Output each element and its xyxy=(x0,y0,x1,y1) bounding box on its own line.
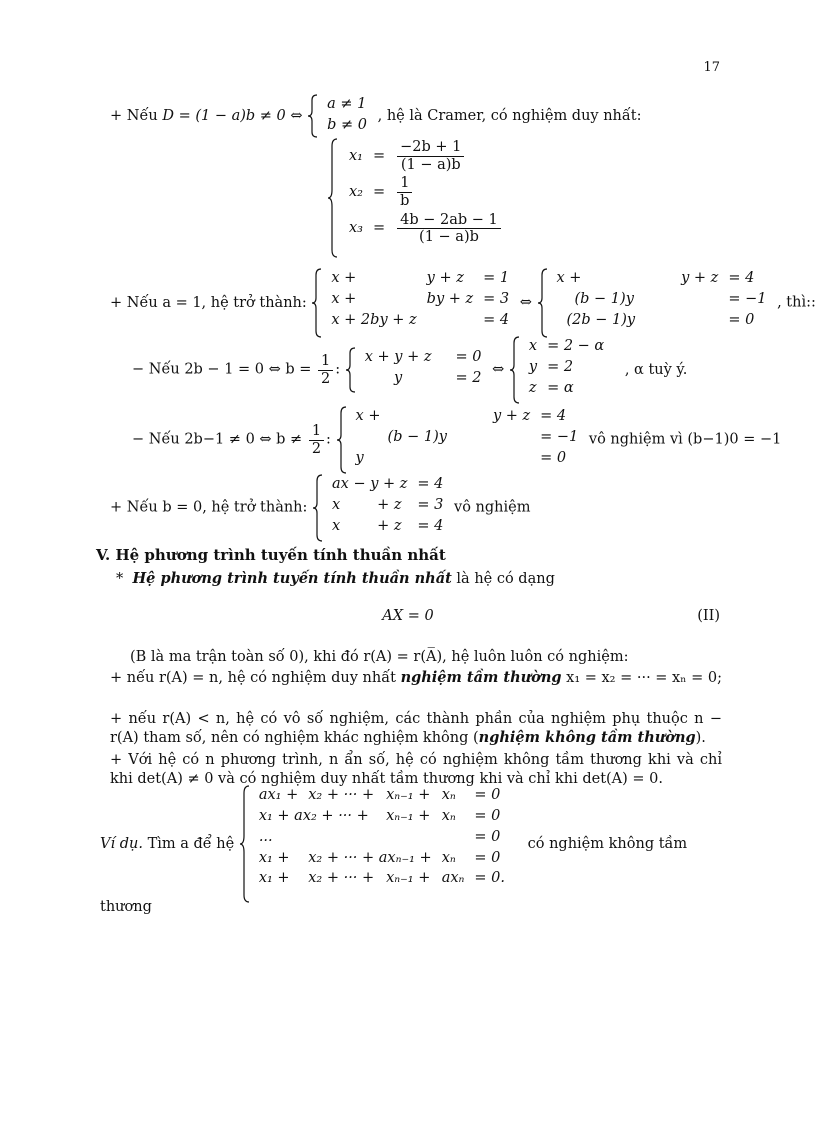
subcase-1: − Nếu 2b − 1 = 0 ⇔ b = $\frac{1}{2}$ : x + y + z = 0 y = 2 ⇔ x = 2 − α y = 2 z = α , α tuỳ ý. xyxy=(132,336,687,404)
cramer-condition: D = (1 − a)b ≠ 0 ⇔ xyxy=(162,108,303,124)
example-row: x₁ + ax₂ + ··· + xₙ₋₁ + xₙ = 0 xyxy=(258,807,501,824)
subcase-2-lead: − Nếu 2b−1 ≠ 0 ⇔ b ≠ xyxy=(132,431,303,448)
case-a1 xyxy=(110,268,816,338)
definition-term: Hệ phương trình tuyến tính thuần nhất xyxy=(132,570,452,587)
example-tail-continued: thương xyxy=(100,899,152,915)
case-b0-lead: + Nếu b = 0, hệ trở thành: xyxy=(110,499,308,516)
subcase-2: − Nếu 2b−1 ≠ 0 ⇔ b ≠ $\frac{1}{2}$ : x + y + z = 4 (b − 1)y = −1 y = 0 vô nghiệm vì (b−1)0 = −1 xyxy=(132,406,781,474)
left-brace-icon xyxy=(336,406,348,474)
solution-row: x₂ = $\frac{1}{b}$ xyxy=(345,174,509,210)
case-a1-system-1: x + y + z = 1 x + by + z = 3 x + 2by + z = 4 xyxy=(311,268,515,338)
left-brace-icon xyxy=(311,268,323,338)
subcase-1-system-1: x + y + z = 0 y = 2 xyxy=(345,347,488,393)
subcase-1-system-2: x = 2 − α y = 2 z = α xyxy=(509,336,610,404)
subcase-2-system: x + y + z = 4 (b − 1)y = −1 y = 0 xyxy=(336,406,585,474)
case-a1-system-2: x + y + z = 4 (b − 1)y = −1 (2b − 1)y = 0 xyxy=(537,268,773,338)
left-brace-icon xyxy=(509,336,521,404)
cond-row: b ≠ 0 xyxy=(327,116,367,133)
cramer-prefix: + Nếu xyxy=(110,108,163,124)
homogeneous-equation: AX = 0 xyxy=(382,608,434,624)
bullet-1: + nếu r(A) = n, hệ có nghiệm duy nhất nghiệm tầm thường x₁ = x₂ = ··· = xₙ = 0; xyxy=(110,669,722,686)
example-row: ... = 0 xyxy=(258,828,501,845)
case-a1-lead: + Nếu a = 1, hệ trở thành: xyxy=(110,294,307,311)
left-brace-icon xyxy=(327,138,339,258)
solution-row: x₁ = $\frac{-2b + 1}{(1 - a)b}$ xyxy=(345,138,509,174)
solution-row: x₃ = $\frac{4b - 2ab - 1}{(1 - a)b}$ xyxy=(345,211,509,247)
example-label: Ví dụ. xyxy=(100,835,143,852)
cramer-suffix: , hệ là Cramer, có nghiệm duy nhất: xyxy=(377,108,642,124)
example-row: x₁ + x₂ + ··· + xₙ₋₁ + axₙ = 0. xyxy=(258,870,506,887)
example-row: ax₁ + x₂ + ··· + xₙ₋₁ + xₙ = 0 xyxy=(258,787,501,803)
section-heading: V. Hệ phương trình tuyến tính thuần nhất xyxy=(96,546,446,564)
left-brace-icon xyxy=(537,268,549,338)
subcase-2-tail: vô nghiệm vì (b−1)0 = −1 xyxy=(588,431,782,448)
cramer-solution-system xyxy=(327,138,509,258)
case-b0-tail: vô nghiệm xyxy=(454,499,531,516)
case-b0-system: ax − y + z = 4 x + z = 3 x + z = 4 xyxy=(312,474,449,542)
definition-line: * Hệ phương trình tuyến tính thuần nhất là hệ có dạng xyxy=(116,570,555,587)
left-brace-icon xyxy=(312,474,324,542)
bullet-2: + nếu r(A) < n, hệ có vô số nghiệm, các thành phần của nghiệm phụ thuộc n − r(A) tham số, nên có nghiệm khác nghiệm không (nghiệm không tầm thường). xyxy=(110,711,722,746)
cramer-line xyxy=(110,94,642,138)
note-line: (B là ma trận toàn số 0), khi đó r(A) = r(A̅), hệ luôn luôn có nghiệm: xyxy=(130,649,629,665)
example-row: x₁ + x₂ + ··· + axₙ₋₁ + xₙ = 0 xyxy=(258,849,501,866)
example-lead: Tìm a để hệ xyxy=(147,835,235,852)
case-b0 xyxy=(110,474,530,542)
example-system xyxy=(239,785,511,903)
cond-row: a ≠ 1 xyxy=(327,96,367,112)
subcase-1-lead: − Nếu 2b − 1 = 0 ⇔ b = xyxy=(132,361,312,378)
left-brace-icon xyxy=(239,785,251,903)
left-brace-icon xyxy=(345,347,357,393)
equivalence-arrow: ⇔ xyxy=(519,294,532,311)
left-brace-icon xyxy=(307,94,319,138)
example-tail: có nghiệm không tầm xyxy=(527,835,688,852)
page-number: 17 xyxy=(703,60,720,75)
cramer-condition-system xyxy=(307,94,373,138)
example-block xyxy=(100,785,722,903)
case-a1-tail: , thì:: xyxy=(777,294,816,311)
bullet-3: + Với hệ có n phương trình, n ẩn số, hệ có nghiệm không tầm thương khi và chỉ khi det(A) ≠ 0 và có nghiệm duy nhất tầm thương khi và chỉ khi det(A) = 0. xyxy=(110,752,722,787)
equation-label: (II) xyxy=(697,608,720,624)
equivalence-arrow: ⇔ xyxy=(492,361,505,378)
subcase-1-tail: , α tuỳ ý. xyxy=(624,361,688,378)
